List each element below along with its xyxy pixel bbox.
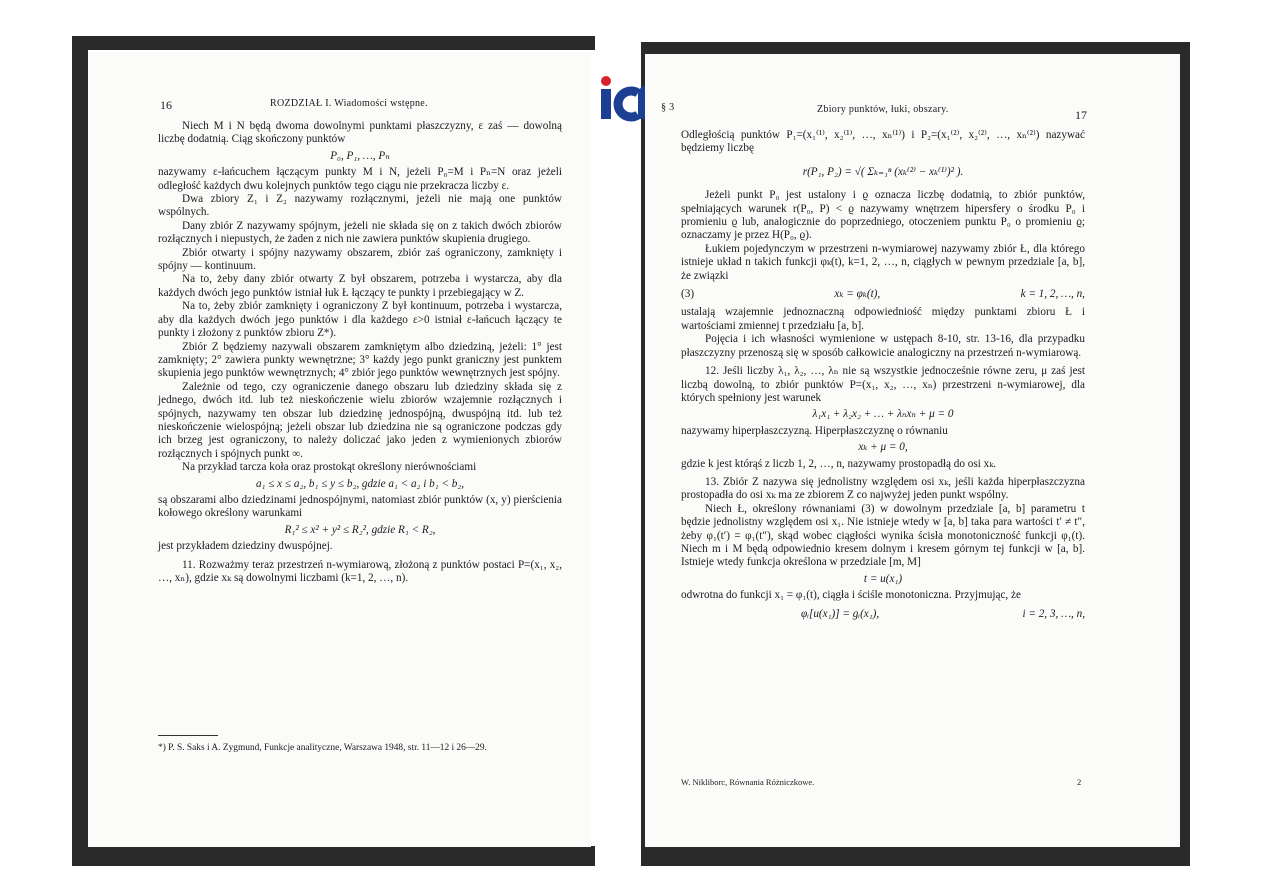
left-page [88, 52, 591, 847]
paragraph: gdzie k jest którąś z liczb 1, 2, …, n, nazywamy prostopadłą do osi xₖ. [681, 457, 997, 470]
right-page-number: 17 [1075, 108, 1087, 122]
paragraph: ustalają wzajemnie jednoznaczną odpowiedniość między punktami zbioru Ł i wartościami zmiennej t przedziału [a, b]. [681, 306, 1085, 332]
paragraph: 12. Jeśli liczby λ₁, λ₂, …, λₙ nie są wszystkie jednocześnie równe zeru, μ zaś jest liczbą dowolną, to zbiór punktów P=(x₁, x₂, …, xₙ) przestrzeni n-wymiarowej, dla których spełniony jest warunek [681, 365, 1085, 404]
right-page-top-edge [641, 42, 1189, 54]
equation-range: i = 2, 3, …, n, [1022, 607, 1085, 620]
right-page-right-edge [1180, 42, 1190, 866]
equation: φᵢ[u(x₁)] = gᵢ(x₁), [801, 607, 880, 620]
paragraph: są obszarami albo dziedzinami jednospójnymi, natomiast zbiór punktów (x, y) pierścienia kołowego określony warunkami [158, 493, 562, 520]
right-body [681, 129, 1085, 626]
equation-number: (3) [681, 288, 695, 301]
equation-range: k = 1, 2, …, n, [1020, 288, 1085, 301]
paragraph: nazywamy hiperpłaszczyzną. Hiperpłaszczyznę o równaniu [681, 424, 948, 437]
paragraph: Odległością punktów P₁=(x₁⁽¹⁾, x₂⁽¹⁾, …, xₙ⁽¹⁾) i P₂=(x₁⁽²⁾, x₂⁽²⁾, …, xₙ⁽²⁾) nazywać będziemy liczbę [681, 129, 1085, 155]
paragraph: Pojęcia i ich własności wymienione w ustępach 8-10, str. 13-16, dla przypadku płaszczyzny przenoszą się w sposób całkowicie analogiczny na przestrzeń n-wymiarową. [681, 333, 1085, 359]
paragraph: Niech M i N będą dwoma dowolnymi punktami płaszczyzny, ε zaś — dowolną liczbę dodatnią. Ciąg skończony punktów [158, 120, 562, 146]
left-running-head: ROZDZIAŁ I. Wiadomości wstępne. [270, 98, 428, 109]
paragraph: jest przykładem dziedziny dwuspójnej. [158, 540, 333, 553]
paragraph: Łukiem pojedynczym w przestrzeni n-wymiarowej nazywamy zbiór Ł, dla którego istnieje układ n takich funkcji φₖ(t), k=1, 2, …, n, ciągłych w pewnym przedziale [a, b], że związki [681, 242, 1085, 282]
left-body [158, 120, 562, 585]
paragraph: Dany zbiór Z nazywamy spójnym, jeżeli nie składa się on z takich dwóch zbiorów rozłącznych i niepustych, że żaden z nich nie zawiera punktów skupienia drugiego. [158, 219, 562, 246]
paragraph: Zbiór Z będziemy nazywali obszarem zamkniętym albo dziedziną, jeżeli: 1° jest zamknięty; 2° zawiera punkty wewnętrzne; 3° każdy jego punkt graniczny jest punktem skupienia jego punktów wewnętrznych; 4° zbiór jego punktów wewnętrznych jest spójny. [158, 340, 562, 380]
equation-row [681, 608, 1085, 621]
paragraph: Dwa zbiory Z₁ i Z₂ nazywamy rozłącznymi, jeżeli nie mają one punktów wspólnych. [158, 193, 562, 219]
footnote: *) P. S. Saks i A. Zygmund, Funkcje analityczne, Warszawa 1948, str. 11—12 i 26—29. [158, 743, 487, 753]
equation: a₁ ≤ x ≤ a₂, b₁ ≤ y ≤ b₂, gdzie a₁ < a₂ i b₁ < b₂, [255, 477, 465, 490]
left-page-top-edge [72, 36, 595, 50]
equation: t = u(x₁) [863, 572, 903, 585]
paragraph: Na to, żeby zbiór zamknięty i ograniczony Z był kontinuum, potrzeba i wystarcza, aby dla każdych dwóch jego punktów i dla każdego ε>0 istniał ε-łańcuch łączący te punkty i złożony z punktów zbioru Z*). [158, 300, 562, 340]
paragraph: 11. Rozważmy teraz przestrzeń n-wymiarową, złożoną z punktów postaci P=(x₁, x₂, …, xₙ), gdzie xₖ są dowolnymi liczbami (k=1, 2, …, n). [158, 558, 562, 584]
footnote-rule [158, 735, 218, 736]
left-page-bottom-edge [88, 846, 595, 866]
equation: λ₁x₁ + λ₂x₂ + … + λₙxₙ + μ = 0 [812, 408, 954, 421]
signature-line: W. Nikliborc, Równania Różniczkowe. [681, 777, 815, 787]
right-running-head: Zbiory punktów, łuki, obszary. [817, 104, 949, 115]
paragraph: Jeżeli punkt P₀ jest ustalony i ϱ oznacza liczbę dodatnią, to zbiór punktów, spełniających warunek r(P₀, P) < ϱ nazywamy wnętrzem hipersfery o środku P₀ i promieniu ϱ lub, analogicznie do poprzedniego, otoczeniem punktu P₀ o promieniu ϱ; oznaczamy je przez H(P₀, ϱ). [681, 189, 1085, 242]
section-mark: § 3 [661, 102, 675, 113]
equation: xₖ = φₖ(t), [834, 288, 881, 301]
paragraph: Na to, żeby dany zbiór otwarty Z był obszarem, potrzeba i wystarcza, aby dla każdych dwóch jego punktów istniał łuk Ł łączący te punkty i przebiegający w Z. [158, 273, 562, 299]
paragraph: Zależnie od tego, czy ograniczenie danego obszaru lub dziedziny składa się z jednego, dwóch itd. lub też nieskończenie wielu zbiorów wzajemnie rozłącznych i spójnych, nazywamy ten obszar lub dziedzinę jednospójną, dwuspójną itd. lub też nieskończenie wielospójną; jeżeli obszar lub dziedzina nie są ograniczone podczas gdy ich brzeg jest ograniczony, to należy doliczać jako jeden z wymienionych zbiorów rozłącznych i spójnych punkt ∞. [158, 380, 562, 460]
left-page-number: 16 [160, 98, 172, 112]
paragraph: Na przykład tarcza koła oraz prostokąt określony nierównościami [182, 461, 477, 474]
paragraph: 13. Zbiór Z nazywa się jednolistny względem osi xₖ, jeśli każda hiperpłaszczyzna prostopadła do osi xₖ ma ze zbiorem Z co najwyżej jeden punkt wspólny. [681, 475, 1085, 502]
right-page-bottom-edge [641, 846, 1190, 866]
equation: R₁² ≤ x² + y² ≤ R₂², gdzie R₁ < R₂, [284, 523, 436, 536]
paragraph: odwrotna do funkcji x₁ = φ₁(t), ciągła i ściśle monotoniczna. Przyjmując, że [681, 589, 1021, 602]
paragraph: Zbiór otwarty i spójny nazywamy obszarem, zbiór zaś ograniczony, zamknięty i spójny — kontinuum. [158, 246, 562, 273]
equation: P₀, P₁, …, Pₙ [330, 149, 390, 162]
equation-row [681, 288, 1085, 301]
signature-number: 2 [1077, 777, 1082, 787]
left-page-left-edge [72, 36, 88, 866]
equation: r(P₁, P₂) = √( Σₖ₌₁ⁿ (xₖ⁽²⁾ − xₖ⁽¹⁾)² ). [802, 165, 964, 178]
equation: xₖ + μ = 0, [858, 441, 908, 454]
paragraph: nazywamy ε-łańcuchem łączącym punkty M i N, jeżeli P₀=M i Pₙ=N oraz jeżeli odległość każdych dwu kolejnych punktów tego ciągu nie przekracza liczby ε. [158, 166, 562, 192]
paragraph: Niech Ł, określony równaniami (3) w dowolnym przedziale [a, b] parametru t będzie jednolistny względem osi x₁. Nie istnieje wtedy w [a, b] taka para wartości t′ ≠ t″, żeby φ₁(t′) = φ₁(t″), skąd wobec ciągłości wynika ścisła monotoniczność funkcji φ₁(t). Niech m i M będą odpowiednio kresem dolnym i kresem górnym tej funkcji w [a, b]. Istnieje wtedy funkcja określona w przedziale [m, M] [681, 502, 1085, 569]
right-page [645, 54, 1180, 847]
